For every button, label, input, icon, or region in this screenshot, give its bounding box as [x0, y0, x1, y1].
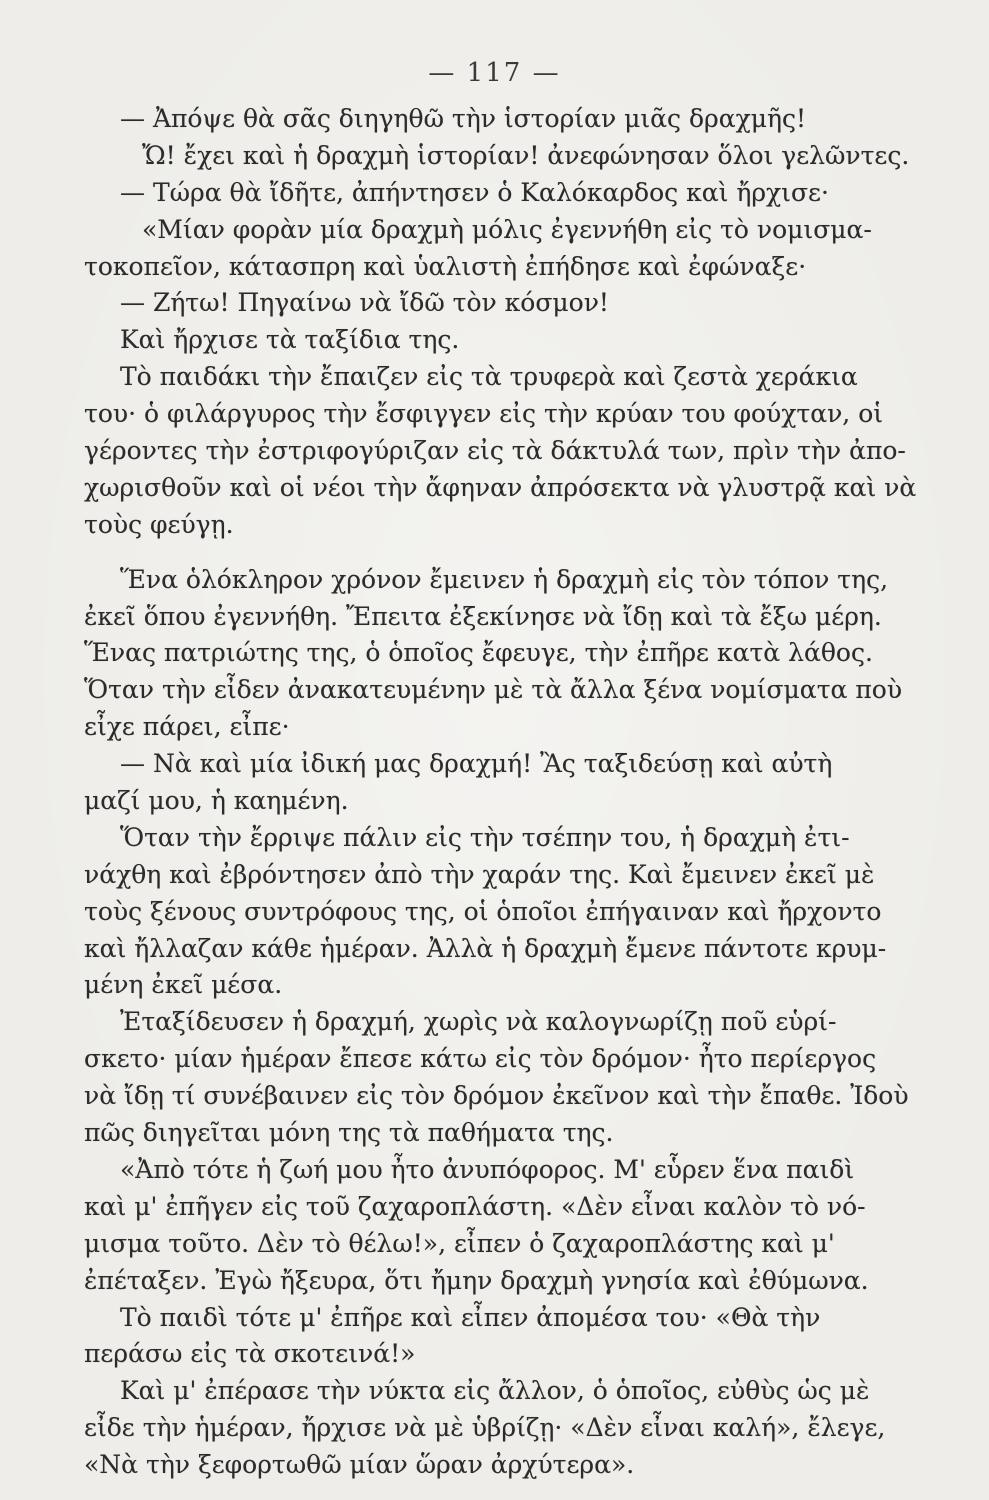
text-line: Τὸ παιδάκι τὴν ἔπαιζεν εἰς τὰ τρυφερὰ καὶ ζεστὰ χεράκια	[120, 362, 858, 392]
text-line: καὶ ἤλλαζαν κάθε ἡμέραν. Ἀλλὰ ἡ δραχμὴ ἔμενε πάντοτε κρυμ-	[84, 933, 887, 963]
text-line: Ὅταν τὴν ἔρριψε πάλιν εἰς τὴν τσέπην του, ἡ δραχμὴ ἐτι-	[120, 822, 850, 852]
text-line: Ἕνας πατριώτης της, ὁ ὁποῖος ἔφευγε, τὴν ἐπῆρε κατὰ λάθος.	[84, 638, 873, 668]
text-line: μένη ἐκεῖ μέσα.	[84, 970, 283, 1000]
text-line: — Νὰ καὶ μία ἰδική μας δραχμή! Ἂς ταξιδεύσῃ καὶ αὐτὴ	[120, 749, 833, 779]
text-line: Καὶ ἤρχισε τὰ ταξίδια της.	[120, 325, 460, 355]
text-line: «Ἀπὸ τότε ἡ ζωή μου ἦτο ἀνυπόφορος. Μ' εὗρεν ἕνα παιδὶ	[120, 1154, 855, 1184]
text-line: εἶδε τὴν ἡμέραν, ἤρχισε νὰ μὲ ὑβρίζῃ· «Δὲν εἶναι καλή», ἔλεγε,	[84, 1413, 886, 1443]
text-line: τοὺς ξένους συντρόφους της, οἱ ὁποῖοι ἐπήγαιναν καὶ ἤρχοντο	[84, 896, 882, 926]
paragraph-gap	[84, 544, 932, 562]
text-line: — Τώρα θὰ ἴδῆτε, ἀπήντησεν ὁ Καλόκαρδος καὶ ἤρχισε·	[120, 177, 829, 207]
text-line: — Ζήτω! Πηγαίνω νὰ ἴδῶ τὸν κόσμον!	[120, 288, 609, 318]
text-line: μισμα τοῦτο. Δὲν τὸ θέλω!», εἶπεν ὁ ζαχαροπλάστης καὶ μ'	[84, 1228, 835, 1258]
text-line: σκετο· μίαν ἡμέραν ἔπεσε κάτω εἰς τὸν δρόμον· ἦτο περίεργος	[84, 1044, 877, 1074]
text-line: πῶς διηγεῖται μόνη της τὰ παθήματα της.	[84, 1118, 614, 1148]
text-line: περάσω εἰς τὰ σκοτεινά!»	[84, 1339, 416, 1369]
text-line: Τὸ παιδὶ τότε μ' ἐπῆρε καὶ εἶπεν ἀπομέσα του· «Θὰ τὴν	[120, 1302, 821, 1332]
text-line: «Μίαν φορὰν μία δραχμὴ μόλις ἐγεννήθη εἰς τὸ νομισμα-	[142, 214, 872, 244]
text-line: «Νὰ τὴν ξεφορτωθῶ μίαν ὥραν ἀρχύτερα».	[84, 1450, 635, 1480]
text-line: ἐπέταξεν. Ἐγὼ ἤξευρα, ὅτι ἤμην δραχμὴ γνησία καὶ ἐθύμωνα.	[84, 1265, 869, 1295]
body-text	[84, 101, 932, 1484]
text-line: Καὶ μ' ἐπέρασε τὴν νύκτα εἰς ἄλλον, ὁ ὁποῖος, εὐθὺς ὡς μὲ	[120, 1376, 870, 1406]
text-line: γέροντες τὴν ἐστριφογύριζαν εἰς τὰ δάκτυλά των, πρὶν τὴν ἀπο-	[84, 436, 906, 466]
page-number: — 117 —	[428, 58, 561, 88]
text-line: Ἕνα ὁλόκληρον χρόνον ἔμεινεν ἡ δραχμὴ εἰς τὸν τόπον της,	[120, 564, 889, 594]
text-line: Ἐταξίδευσεν ἡ δραχμή, χωρὶς νὰ καλογνωρίζῃ ποῦ εὑρί-	[120, 1007, 837, 1037]
text-line: Ὤ! ἔχει καὶ ἡ δραχμὴ ἱστορίαν! ἀνεφώνησαν ὅλοι γελῶντες.	[142, 140, 910, 170]
text-line: χωρισθοῦν καὶ οἱ νέοι τὴν ἄφηναν ἀπρόσεκτα νὰ γλυστρᾷ καὶ νὰ	[84, 472, 917, 502]
text-line: του· ὁ φιλάργυρος τὴν ἔσφιγγεν εἰς τὴν κρύαν του φούχταν, οἱ	[84, 399, 884, 429]
text-line: καὶ μ' ἐπῆγεν εἰς τοῦ ζαχαροπλάστη. «Δὲν εἶναι καλὸν τὸ νό-	[84, 1191, 866, 1221]
text-line: μαζί μου, ἡ καημένη.	[84, 786, 349, 816]
text-line: τοκοπεῖον, κάτασπρη καὶ ὑαλιστὴ ἐπήδησε καὶ ἐφώναξε·	[84, 251, 807, 281]
text-line: εἶχε πάρει, εἶπε·	[84, 712, 290, 742]
text-line: ἐκεῖ ὅπου ἐγεννήθη. Ἔπειτα ἐξεκίνησε νὰ ἴδῃ καὶ τὰ ἔξω μέρη.	[84, 601, 882, 631]
text-line: νὰ ἴδῃ τί συνέβαινεν εἰς τὸν δρόμον ἐκεῖνον καὶ τὴν ἔπαθε. Ἰδοὺ	[84, 1081, 909, 1111]
text-line: νάχθη καὶ ἐβρόντησεν ἀπὸ τὴν χαράν της. Καὶ ἔμεινεν ἐκεῖ μὲ	[84, 859, 875, 889]
text-line: τοὺς φεύγῃ.	[84, 509, 234, 539]
text-line: — Ἀπόψε θὰ σᾶς διηγηθῶ τὴν ἱστορίαν μιᾶς δραχμῆς!	[120, 104, 807, 133]
text-line: Ὅταν τὴν εἶδεν ἀνακατευμένην μὲ τὰ ἄλλα ξένα νομίσματα ποὺ	[84, 675, 903, 705]
